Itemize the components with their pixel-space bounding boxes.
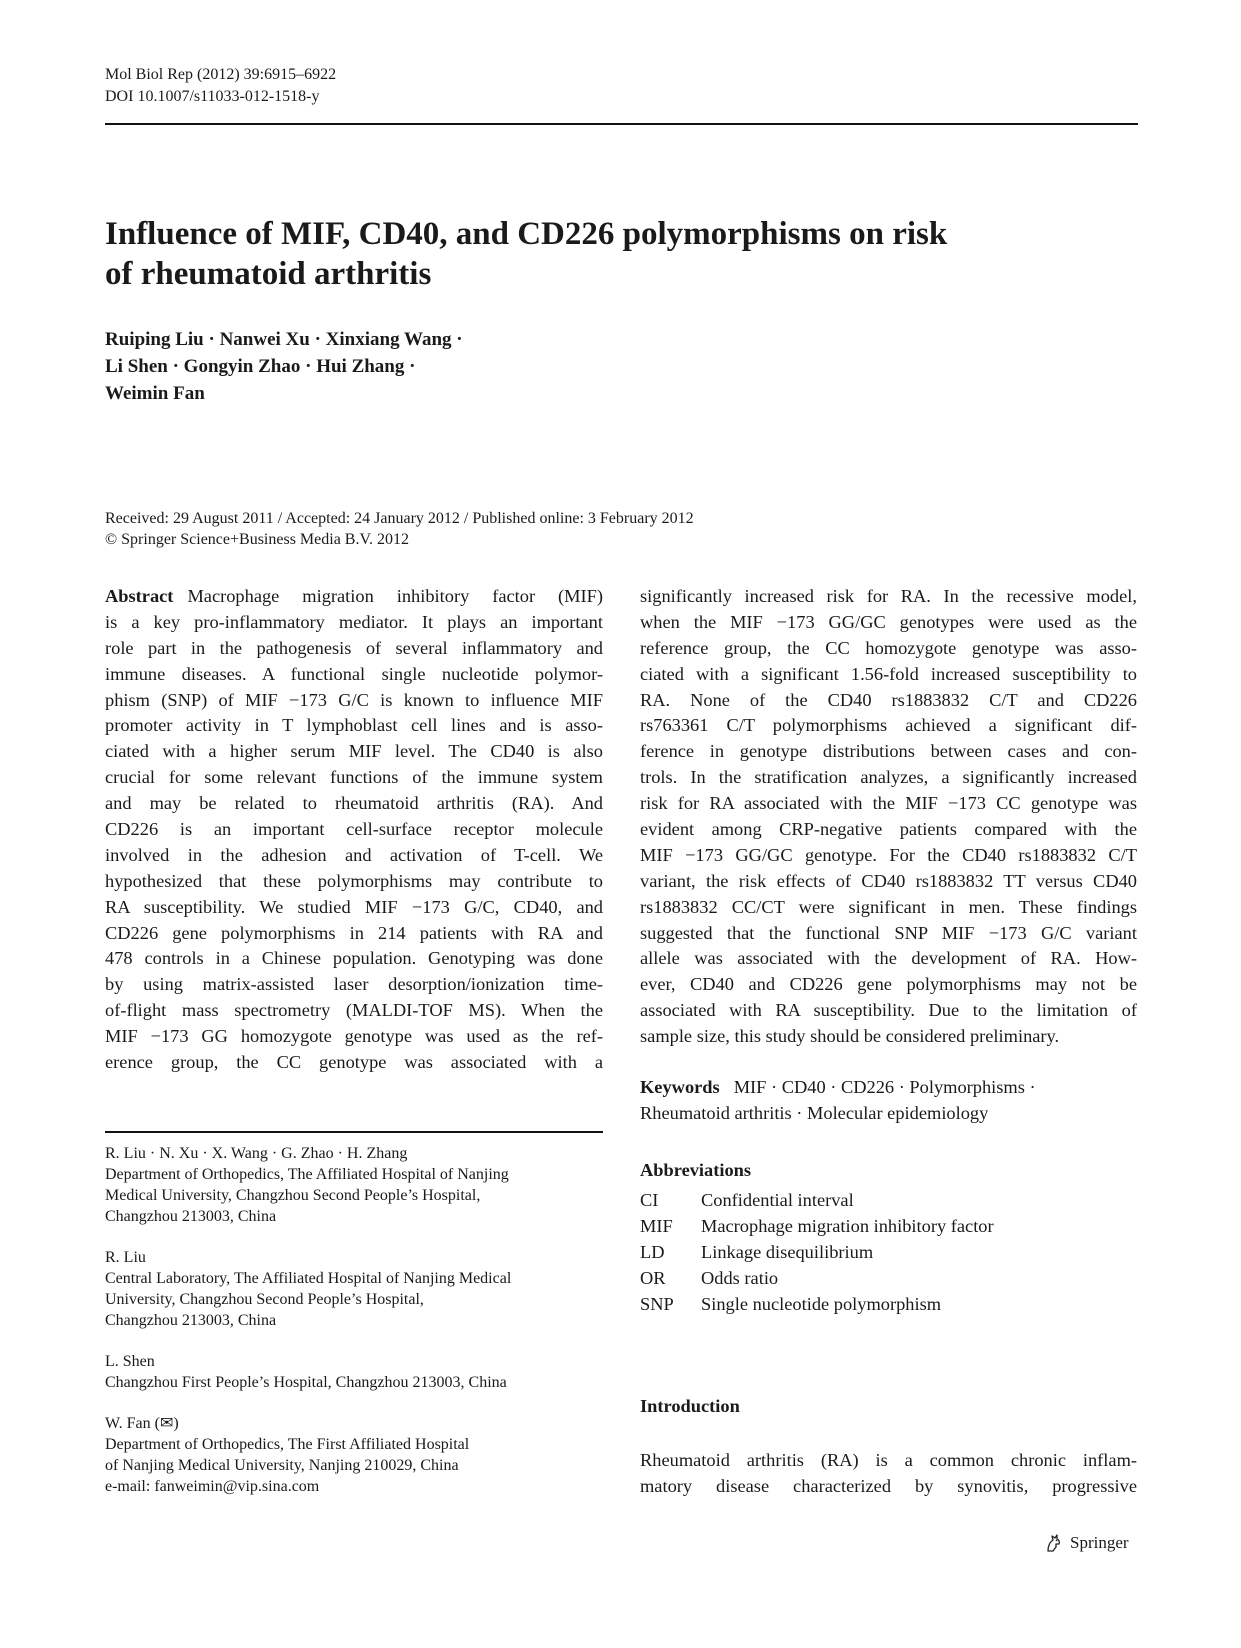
affiliation-line: Department of Orthopedics, The Affiliated Hospital of Nanjing [105,1166,509,1183]
abstract-line: associated with RA susceptibility. Due to the limitation of [640,1000,1137,1021]
abstract-line: RA. None of the CD40 rs1883832 C/T and CD226 [640,689,1137,710]
abstract-line: phism (SNP) of MIF −173 G/C is known to influence MIF [105,689,603,710]
abstract-line: 478 controls in a Chinese population. Genotyping was done [105,948,603,969]
affiliations [105,1143,603,1517]
affiliation-authors: R. Liu [105,1249,146,1266]
affiliation-block [105,1351,603,1393]
abbreviations-heading: Abbreviations [640,1160,752,1180]
keywords-line-1: Keywords MIF · CD40 · CD226 · Polymorphisms · [640,1077,1036,1098]
abbreviation-code: CI [640,1190,659,1210]
abstract-right-column [640,584,1137,1127]
article-dates [105,508,1138,550]
abstract-line: ciated with a higher serum MIF level. The CD40 is also [105,741,603,762]
journal-header [105,64,336,108]
abstract-line: when the MIF −173 GG/GC genotypes were used as the [640,611,1137,632]
abstract-line: rs763361 C/T polymorphisms achieved a significant dif- [640,715,1137,736]
affiliation-line: of Nanjing Medical University, Nanjing 210029, China [105,1457,459,1474]
title-line-2: of rheumatoid arthritis [105,256,432,292]
abbreviation-row [640,1291,994,1317]
publisher-logo [1044,1533,1129,1553]
email-link[interactable]: e-mail: fanweimin@vip.sina.com [105,1478,320,1495]
affiliation-line: Department of Orthopedics, The First Affiliated Hospital [105,1436,470,1453]
affiliation-authors: L. Shen [105,1353,155,1370]
affiliation-authors: W. Fan (✉) [105,1415,179,1432]
abstract-line: suggested that the functional SNP MIF −173 G/C variant [640,922,1137,943]
abstract-line: allele was associated with the development of RA. How- [640,948,1137,969]
abbreviation-row [640,1265,994,1291]
abstract-line: erence group, the CC genotype was associated with a [105,1052,603,1073]
affiliation-line: Central Laboratory, The Affiliated Hospital of Nanjing Medical [105,1270,512,1287]
title-line-1: Influence of MIF, CD40, and CD226 polymorphisms on risk [105,216,948,252]
affiliation-block [105,1413,603,1497]
journal-citation: Mol Biol Rep (2012) 39:6915–6922 [105,66,337,83]
abstract-line: rs1883832 CC/CT were significant in men. These findings [640,896,1137,917]
abbreviation-meaning: Odds ratio [701,1268,779,1288]
publication-history: Received: 29 August 2011 / Accepted: 24 January 2012 / Published online: 3 February 2012 [105,510,694,527]
header-rule [105,123,1138,125]
affiliation-line: Changzhou First People’s Hospital, Changzhou 213003, China [105,1374,507,1391]
abstract-line: involved in the adhesion and activation of T-cell. We [105,844,603,865]
abstract-line: sample size, this study should be considered preliminary. [640,1026,1060,1047]
abstract-line: promoter activity in T lymphoblast cell lines and is asso- [105,715,603,736]
abstract-line: ever, CD40 and CD226 gene polymorphisms may not be [640,974,1137,995]
affiliation-block [105,1247,603,1331]
abstract-line: reference group, the CC homozygote genotype was asso- [640,637,1137,658]
affiliation-authors: R. Liu · N. Xu · X. Wang · G. Zhao · H. Zhang [105,1145,408,1162]
abstract-line: crucial for some relevant functions of the immune system [105,767,603,788]
abbreviation-row [640,1187,994,1213]
introduction-text [640,1448,1137,1500]
author-list [105,326,463,407]
abbreviation-code: SNP [640,1294,674,1314]
springer-horse-icon [1044,1533,1064,1553]
abstract-line: ference in genotype distributions between cases and con- [640,741,1137,762]
abstract-line: CD226 is an important cell-surface receptor molecule [105,819,603,840]
abstract-line: ciated with a significant 1.56-fold increased susceptibility to [640,663,1137,684]
publisher-name: Springer [1070,1533,1129,1552]
abbreviation-meaning: Single nucleotide polymorphism [701,1294,942,1314]
abstract-line: Abstract Macrophage migration inhibitory factor (MIF) [105,586,603,606]
affiliation-block [105,1143,603,1227]
abbreviations-list [640,1187,994,1317]
abstract-left-column [105,584,603,1076]
abstract-line: is a key pro-inflammatory mediator. It plays an important [105,611,603,632]
affiliation-rule [105,1131,603,1133]
abstract-line: by using matrix-assisted laser desorption/ionization time- [105,974,603,995]
abstract-line: immune diseases. A functional single nucleotide polymor- [105,663,603,684]
abstract-line: CD226 gene polymorphisms in 214 patients with RA and [105,922,603,943]
affiliation-line: University, Changzhou Second People’s Hospital, [105,1291,424,1308]
abbreviation-row [640,1213,994,1239]
abbreviation-meaning: Confidential interval [701,1190,854,1210]
abstract-line: evident among CRP-negative patients compared with the [640,819,1137,840]
abstract-line: MIF −173 GG/GC genotype. For the CD40 rs1883832 C/T [640,844,1137,865]
abstract-line: hypothesized that these polymorphisms may contribute to [105,870,603,891]
keywords-label: Keywords [640,1077,720,1098]
abbreviation-meaning: Linkage disequilibrium [701,1242,874,1262]
abstract-label: Abstract [105,586,174,606]
abstract-line: of-flight mass spectrometry (MALDI-TOF MS). When the [105,1000,603,1021]
introduction-line: Rheumatoid arthritis (RA) is a common chronic inflam- [640,1450,1137,1470]
abbreviation-code: LD [640,1242,665,1262]
affiliation-line: Changzhou 213003, China [105,1208,277,1225]
article-title [105,214,1105,294]
copyright: © Springer Science+Business Media B.V. 2012 [105,531,409,548]
authors-line-3: Weimin Fan [105,383,205,404]
keywords-line-2: Rheumatoid arthritis · Molecular epidemiology [640,1102,989,1123]
abstract-line: trols. In the stratification analyzes, a significantly increased [640,767,1137,788]
abstract-line: MIF −173 GG homozygote genotype was used as the ref- [105,1026,603,1047]
abbreviation-meaning: Macrophage migration inhibitory factor [701,1216,994,1236]
affiliation-line: Changzhou 213003, China [105,1312,277,1329]
abbreviation-code: MIF [640,1216,673,1236]
doi[interactable]: DOI 10.1007/s11033-012-1518-y [105,88,320,105]
abbreviation-row [640,1239,994,1265]
abstract-line: significantly increased risk for RA. In the recessive model, [640,586,1137,606]
introduction-line: matory disease characterized by synovitis, progressive [640,1475,1137,1496]
abstract-line: risk for RA associated with the MIF −173 CC genotype was [640,793,1137,814]
abstract-line: role part in the pathogenesis of several inflammatory and [105,637,603,658]
abstract-line: RA susceptibility. We studied MIF −173 G/C, CD40, and [105,896,603,917]
authors-line-2: Li Shen · Gongyin Zhao · Hui Zhang · [105,356,416,377]
abbreviation-code: OR [640,1268,666,1288]
affiliation-line: Medical University, Changzhou Second People’s Hospital, [105,1187,481,1204]
abstract-line: variant, the risk effects of CD40 rs1883832 TT versus CD40 [640,870,1137,891]
authors-line-1: Ruiping Liu · Nanwei Xu · Xinxiang Wang · [105,329,463,350]
abstract-line: and may be related to rheumatoid arthritis (RA). And [105,793,603,814]
introduction-heading: Introduction [640,1396,740,1416]
